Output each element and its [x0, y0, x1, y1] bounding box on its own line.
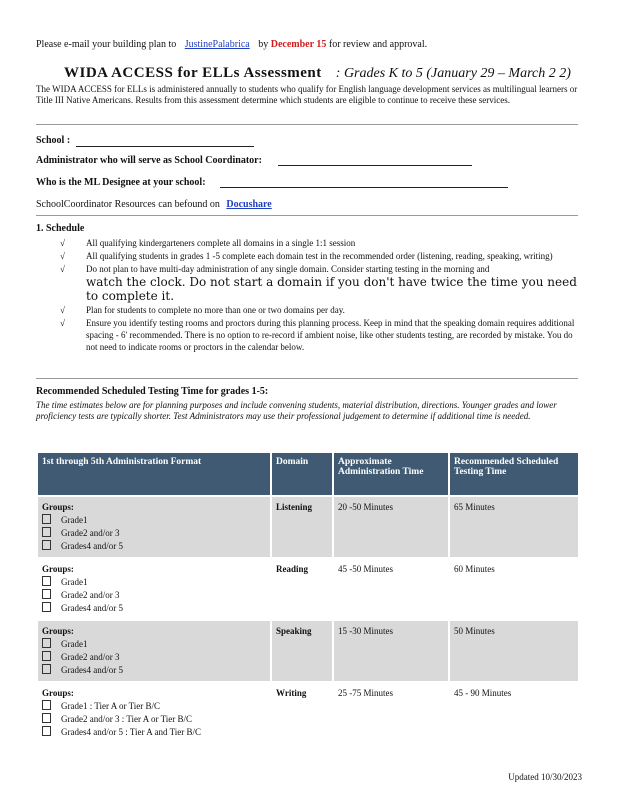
recommended-cell: 60 Minutes — [449, 558, 579, 620]
list-item — [60, 304, 578, 316]
checkbox-icon — [42, 527, 51, 537]
instruction-text: Please e-mail your building plan to — [36, 39, 177, 50]
col-header-domain: Domain — [271, 452, 333, 496]
checkbox-icon — [42, 651, 51, 661]
ml-designee-input-line[interactable] — [220, 187, 508, 188]
by-text: by — [258, 39, 269, 50]
checkbox-icon — [42, 664, 51, 674]
group-label: Groups: — [42, 688, 74, 698]
group-label: Groups: — [42, 564, 74, 574]
resources-line — [36, 198, 272, 211]
list-item-text: Plan for students to complete no more than one or two domains per day. — [86, 305, 345, 315]
administrator-label: Administrator who will serve as School Coordinator: — [36, 155, 262, 166]
instruction-tail: for review and approval. — [328, 39, 428, 50]
list-item-text: Ensure you identify testing rooms and proctors during this planning process. Keep in mind that the speaking domain requires additional spacing - 6' recommended. There is no option to re-record if ambient noise, like other students testing, are recorded by mistake. You do not need to indicate rooms or proctors in the calendar below. — [86, 318, 575, 352]
checkbox-icon — [42, 713, 51, 723]
grade-option[interactable]: Grade2 and/or 3 — [42, 651, 266, 664]
check-icon: √ — [60, 238, 65, 248]
grade-option[interactable]: Grade1 — [42, 514, 266, 527]
checkbox-icon — [42, 514, 51, 524]
docushare-link[interactable]: Docushare — [226, 199, 272, 210]
list-item-text: watch the clock. Do not start a domain if you don't have twice the time you need to complete it. — [86, 275, 577, 303]
recommended-cell: 65 Minutes — [449, 496, 579, 558]
title-sub: : Grades K to 5 (January 29 – March 2 2) — [335, 66, 571, 81]
testing-time-table — [36, 451, 580, 745]
recommended-cell: 50 Minutes — [449, 620, 579, 682]
divider — [36, 215, 578, 216]
grade-option[interactable]: Grade2 and/or 3 — [42, 527, 266, 540]
grade-option[interactable]: Grade1 — [42, 576, 266, 589]
school-label: School : — [36, 135, 71, 146]
domain-cell: Writing — [271, 682, 333, 744]
grade-option[interactable]: Grade1 — [42, 638, 266, 651]
list-item — [60, 263, 578, 303]
approx-cell: 45 -50 Minutes — [333, 558, 449, 620]
checkbox-icon — [42, 726, 51, 736]
table-row — [37, 682, 579, 744]
format-cell — [37, 558, 271, 620]
checkbox-icon — [42, 602, 51, 612]
ml-designee-label: Who is the ML Designee at your school: — [36, 177, 206, 188]
resources-text: SchoolCoordinator Resources can befound on — [36, 199, 220, 210]
updated-date: Updated 10/30/2023 — [508, 772, 582, 782]
intro-text: The WIDA ACCESS for ELLs is administered annually to students who qualify for English language development services as multilingual learners or Title III Native Americans. Results from this assessment determine which students are eligible to continue to receive these services. — [36, 84, 578, 105]
list-item-text: Do not plan to have multi-day administration of any single domain. Consider starting testing in the morning and — [86, 264, 490, 274]
table-row — [37, 496, 579, 558]
check-icon: √ — [60, 305, 65, 315]
recommended-note: The time estimates below are for planning purposes and include convening students, material distribution, directions. Younger grades and lower proficiency tests are typically shorter. Test Administrators may use their professional judgement to determine if additional time is needed. — [36, 400, 557, 421]
divider — [36, 378, 578, 379]
checkbox-icon — [42, 700, 51, 710]
checkbox-icon — [42, 576, 51, 586]
list-item — [60, 237, 578, 249]
format-cell — [37, 620, 271, 682]
recommended-cell: 45 - 90 Minutes — [449, 682, 579, 744]
list-item-text: All qualifying kindergarteners complete all domains in a single 1:1 session — [86, 238, 356, 248]
grade-option[interactable]: Grade1 : Tier A or Tier B/C — [42, 700, 266, 713]
list-item-text: All qualifying students in grades 1 -5 complete each domain test in the recommended order (listening, reading, speaking, writing) — [86, 251, 553, 261]
schedule-heading: 1. Schedule — [36, 223, 85, 234]
checkbox-icon — [42, 638, 51, 648]
approx-cell: 20 -50 Minutes — [333, 496, 449, 558]
divider — [36, 124, 578, 125]
col-header-recommended: Recommended Scheduled Testing Time — [449, 452, 579, 496]
col-header-format: 1st through 5th Administration Format — [37, 452, 271, 496]
check-icon: √ — [60, 264, 65, 274]
format-cell — [37, 496, 271, 558]
format-cell — [37, 682, 271, 744]
administrator-input-line[interactable] — [278, 165, 472, 166]
title-main: WIDA ACCESS for ELLs Assessment — [64, 65, 322, 81]
grade-option[interactable]: Grades4 and/or 5 — [42, 664, 266, 677]
contact-link[interactable]: JustinePalabrica — [184, 39, 250, 50]
grade-option[interactable]: Grades4 and/or 5 : Tier A and Tier B/C — [42, 726, 266, 739]
grade-option[interactable]: Grade2 and/or 3 : Tier A or Tier B/C — [42, 713, 266, 726]
domain-cell: Reading — [271, 558, 333, 620]
due-date: December 15 — [270, 39, 327, 50]
checkbox-icon — [42, 540, 51, 550]
schedule-list — [60, 237, 578, 354]
col-header-approx: Approximate Administration Time — [333, 452, 449, 496]
table-row — [37, 620, 579, 682]
domain-cell: Listening — [271, 496, 333, 558]
checkbox-icon — [42, 589, 51, 599]
approx-cell: 25 -75 Minutes — [333, 682, 449, 744]
grade-option[interactable]: Grades4 and/or 5 — [42, 602, 266, 615]
grade-option[interactable]: Grade2 and/or 3 — [42, 589, 266, 602]
group-label: Groups: — [42, 626, 74, 636]
table-row — [37, 558, 579, 620]
domain-cell: Speaking — [271, 620, 333, 682]
approx-cell: 15 -30 Minutes — [333, 620, 449, 682]
email-instruction — [36, 38, 596, 51]
page-title — [64, 64, 594, 82]
list-item — [60, 250, 578, 262]
check-icon: √ — [60, 251, 65, 261]
list-item — [60, 317, 578, 353]
school-input-line[interactable] — [76, 146, 254, 147]
recommended-heading: Recommended Scheduled Testing Time for grades 1-5: — [36, 386, 269, 397]
check-icon: √ — [60, 318, 65, 328]
grade-option[interactable]: Grades4 and/or 5 — [42, 540, 266, 553]
group-label: Groups: — [42, 502, 74, 512]
